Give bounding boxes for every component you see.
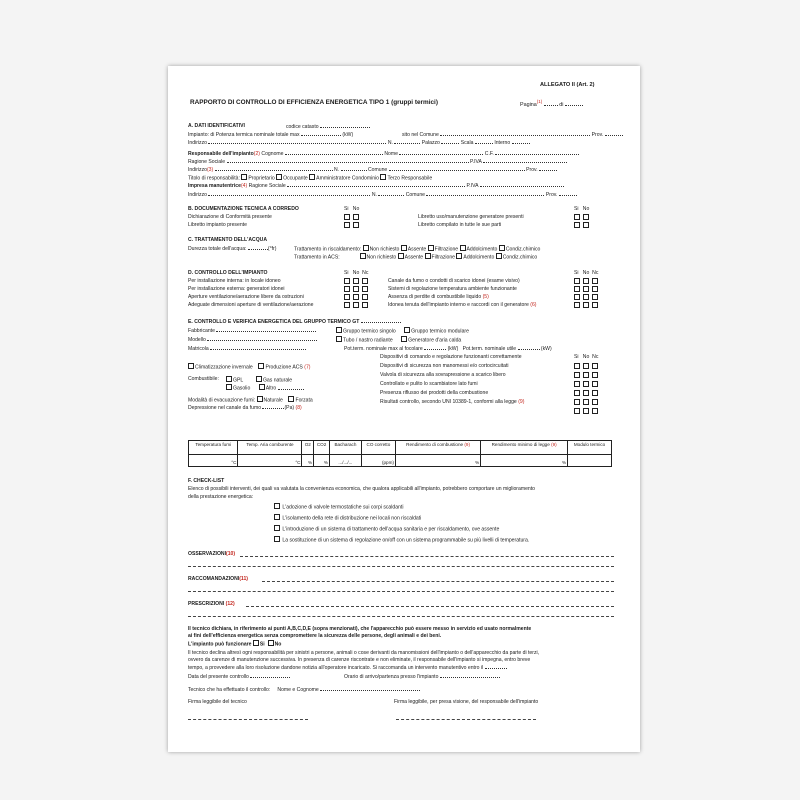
cell-bacharach[interactable]: .../.../... [330, 455, 362, 467]
gas-naturale-checkbox[interactable] [256, 376, 262, 382]
page-title: RAPPORTO DI CONTROLLO DI EFFICIENZA ENERGETICA TIPO 1 (gruppi termici) [190, 99, 438, 106]
raccomandazioni-line-2[interactable] [188, 591, 614, 592]
amministratore-checkbox[interactable] [309, 174, 315, 180]
d-right-item-2: Sistemi di regolazione temperatura ambiente funzionante [388, 286, 517, 292]
combustibile-label: Combustibile: [188, 376, 219, 382]
declaration-para-1: Il tecnico declina altresì ogni responsabilità per sinistri a persone, animali o cose derivanti da manomissioni dell'impianto o dell'apparecchio da parte di terzi, [188, 650, 540, 656]
d-r2-nc[interactable] [592, 286, 598, 292]
osservazioni-line-1[interactable] [240, 556, 614, 557]
risc-addolcimento-checkbox[interactable] [460, 245, 466, 251]
orario-row: Orario di arrivo/partenza presso l'impianto [344, 673, 500, 680]
d-left-item-3: Aperture ventilazione/aerazione libere da ostruzioni [188, 294, 304, 300]
b-r1-si-checkbox[interactable] [574, 214, 580, 220]
e-r5-nc[interactable] [592, 399, 598, 405]
e-r4-no[interactable] [583, 390, 589, 396]
trattamento-risc-row: Trattamento in riscaldamento: Non richiesto Assente Filtrazione Addolcimento Condiz.chimico [294, 246, 541, 253]
acs-non-richiesto-checkbox[interactable] [360, 253, 366, 259]
e-r5-no[interactable] [583, 399, 589, 405]
combustibile-row-1: GPL Gas naturale [226, 376, 292, 384]
declaration-line-2: ai fini dell'efficienza energetica senza compromettere la sicurezza delle persone, degli animali e dei beni. [188, 633, 442, 639]
col-co2: CO2 [314, 441, 330, 455]
e-right-item-6: Risultati controllo, secondo UNI 10389-1, conformi alla legge (9) [380, 399, 525, 405]
d-l2-no[interactable] [353, 286, 359, 292]
d-r4-no[interactable] [583, 302, 589, 308]
e-r2-nc[interactable] [592, 372, 598, 378]
b-right-item-2: Libretto compilato in tutte le sue parti [418, 222, 502, 228]
acs-addolcimento-checkbox[interactable] [456, 253, 462, 259]
e-right-item-1: Dispositivi di comando e regolazione funzionanti correttamente [380, 354, 522, 360]
e-right-item-5: Presenza riflusso dei prodotti della combustione [380, 390, 489, 396]
section-e-heading: E. CONTROLLO E VERIFICA ENERGETICA DEL GRUPPO TERMICO GT [188, 318, 401, 325]
d-r1-nc[interactable] [592, 278, 598, 284]
col-co-corretto: CO corretto [361, 441, 395, 455]
tecnico-row: Tecnico che ha effettuato il controllo: Nome e Cognome [188, 686, 420, 693]
e-r6-no[interactable] [583, 408, 589, 414]
e-r1-nc[interactable] [592, 363, 598, 369]
modello-row: Modello [188, 336, 317, 343]
acs-condiz-chimico-checkbox[interactable] [496, 253, 502, 259]
d-left-item-2: Per installazione esterna: generatori idonei [188, 286, 285, 292]
osservazioni-line-2[interactable] [188, 566, 614, 567]
allegato-label: ALLEGATO II (Art. 2) [540, 82, 595, 88]
prescrizioni-label: PRESCRIZIONI (12) [188, 601, 235, 607]
b-r1-no-checkbox[interactable] [583, 214, 589, 220]
col-rendimento-minimo: Rendimento minimo di legge (9) [481, 441, 568, 455]
d-l2-nc[interactable] [362, 286, 368, 292]
e-r1-si[interactable] [574, 363, 580, 369]
firma-responsabile-line[interactable] [396, 719, 536, 720]
d-r4-si[interactable] [574, 302, 580, 308]
firma-tecnico-label: Firma leggibile del tecnico [188, 699, 247, 705]
d-right-item-3: Assenza di perdite di combustibile liquido (5) [388, 294, 489, 300]
section-d-heading: D. CONTROLLO DELL'IMPIANTO [188, 270, 268, 276]
b-l2-si-checkbox[interactable] [344, 222, 350, 228]
check-2-checkbox[interactable] [274, 514, 280, 520]
risc-non-richiesto-checkbox[interactable] [363, 245, 369, 251]
risc-assente-checkbox[interactable] [401, 245, 407, 251]
prescrizioni-line-1[interactable] [246, 606, 614, 607]
osservazioni-label: OSSERVAZIONI(10) [188, 551, 236, 557]
evacuazione-naturale-checkbox[interactable] [257, 396, 263, 402]
cell-o2[interactable]: % [302, 455, 314, 467]
e-r2-no[interactable] [583, 372, 589, 378]
section-a-heading: A. DATI IDENTIFICATIVI [188, 123, 245, 129]
e-r3-si[interactable] [574, 381, 580, 387]
b-l2-no-checkbox[interactable] [353, 222, 359, 228]
gruppo-tipo-row-1: Gruppo termico singolo Gruppo termico modulare [336, 327, 469, 335]
b-left-item-2: Libretto impianto presente [188, 222, 247, 228]
titolo-row: Titolo di responsabilità: Proprietario Occupante Amministratore Condominio Terzo Responsabile [188, 175, 433, 182]
indirizzo-impresa-row: Indirizzo N. Comune Prov. [188, 191, 577, 198]
comune-row: sito nel Comune Prov. [402, 131, 623, 138]
measurement-table [188, 440, 612, 467]
risc-condiz-chimico-checkbox[interactable] [499, 245, 505, 251]
d-r1-si[interactable] [574, 278, 580, 284]
col-modulo-termico: Modulo termico [568, 441, 612, 455]
e-r4-si[interactable] [574, 390, 580, 396]
cell-co-corretto[interactable]: (ppm) [361, 455, 395, 467]
d-r3-si[interactable] [574, 294, 580, 300]
d-r3-nc[interactable] [592, 294, 598, 300]
raccomandazioni-line-1[interactable] [262, 581, 614, 582]
e-r3-no[interactable] [583, 381, 589, 387]
matricola-row: Matricola [188, 345, 306, 352]
d-left-item-4: Adeguate dimensioni aperture di ventilazione/aerazione [188, 302, 314, 308]
codice-catasto: codice catasto [286, 123, 370, 130]
evacuazione-row: Modalità di evacuazione fumi: Naturale Forzata [188, 397, 313, 404]
declaration-para-3: tempo, a provvedere alla loro risoluzione dandone notizia all'operatore incaricato. Si raccomanda un intervento manutentivo entro il [188, 664, 507, 671]
check-list-intro-2: della prestazione energetica: [188, 494, 254, 500]
cell-rendimento-combustione[interactable]: % [395, 455, 480, 467]
altro-checkbox[interactable] [259, 384, 265, 390]
occupante-checkbox[interactable] [276, 174, 282, 180]
indirizzo-row: Indirizzo N. Palazzo Scala Interno [188, 139, 530, 146]
durezza-row: Durezza totale dell'acqua: (°fr) [188, 246, 277, 252]
evacuazione-forzata-checkbox[interactable] [288, 396, 294, 402]
aria-calda-checkbox[interactable] [401, 336, 407, 342]
d-l1-si[interactable] [344, 278, 350, 284]
b-left-item-1: Dichiarazione di Conformità presente [188, 214, 272, 220]
e-r6-nc[interactable] [592, 408, 598, 414]
funzionare-si-checkbox[interactable] [253, 640, 259, 646]
cell-modulo-termico[interactable] [568, 455, 612, 467]
check-list-item-3: L'introduzione di un sistema di trattamento dell'acqua sanitaria e per riscaldamento, ove assente [274, 525, 499, 533]
proprietario-checkbox[interactable] [241, 174, 247, 180]
potenza-row: Pot.term. nominale max al focolare (kW) Pot.term. nominale utile (kW) [344, 346, 552, 352]
d-r2-si[interactable] [574, 286, 580, 292]
data-controllo-row: Data del presente controllo [188, 673, 290, 680]
col-temp-aria: Temp. Aria comburente [238, 441, 302, 455]
e-r5-si[interactable] [574, 399, 580, 405]
d-left-cols-header: Si No Nc [344, 270, 369, 276]
cell-temp-fumi[interactable]: °C [189, 455, 238, 467]
prescrizioni-line-2[interactable] [188, 616, 614, 617]
b-l1-si-checkbox[interactable] [344, 214, 350, 220]
d-right-cols-header: Si No Nc [574, 270, 599, 276]
d-l3-si[interactable] [344, 294, 350, 300]
b-r2-si-checkbox[interactable] [574, 222, 580, 228]
d-r2-no[interactable] [583, 286, 589, 292]
combustibile-row-2: Gasolio Altro [226, 384, 304, 392]
depressione-row: Depressione nel canale da fumo (Pa) (8) [188, 405, 302, 411]
d-l4-si[interactable] [344, 302, 350, 308]
d-r1-no[interactable] [583, 278, 589, 284]
declaration-para-2: ovvero da carenze di manutenzione successiva. In presenza di carenze riscontrate e non eliminate, il responsabile dell'impianto si impegna, entro breve [188, 657, 531, 663]
d-l3-nc[interactable] [362, 294, 368, 300]
e-right-item-3: Valvola di sicurezza alla sovrapressione a scarico libero [380, 372, 506, 378]
check-list-item-4: La sostituzione di un sistema di regolazione on/off con un sistema programmabile su più livelli di temperatura. [274, 536, 529, 544]
cell-temp-aria[interactable]: °C [238, 455, 302, 467]
d-l1-nc[interactable] [362, 278, 368, 284]
d-l1-no[interactable] [353, 278, 359, 284]
terzo-responsabile-checkbox[interactable] [380, 174, 386, 180]
e-r6-si[interactable] [574, 408, 580, 414]
d-left-item-1: Per installazione interna: in locale idoneo [188, 278, 281, 284]
col-bacharach: Bacharach [330, 441, 362, 455]
section-b-heading: B. DOCUMENTAZIONE TECNICA A CORREDO [188, 206, 299, 212]
cell-rendimento-minimo[interactable]: % [481, 455, 568, 467]
e-r3-nc[interactable] [592, 381, 598, 387]
col-o2: O2 [302, 441, 314, 455]
firma-tecnico-line[interactable] [188, 719, 308, 720]
responsabile-row: Responsabile dell'impianto(2) Cognome Nome C.F. [188, 150, 579, 157]
d-l3-no[interactable] [353, 294, 359, 300]
climatizzazione-checkbox[interactable] [188, 363, 194, 369]
d-right-item-1: Canale da fumo o condotti di scarico idonei (esame visivo) [388, 278, 520, 284]
servizio-row: Climatizzazione invernale Produzione ACS (7) [188, 363, 310, 371]
trattamento-acs-row: Trattamento in ACS: Non richiesto Assente Filtrazione Addolcimento Condiz.chimico [294, 254, 538, 261]
indirizzo-resp-row: Indirizzo(3) N. Comune Prov. [188, 166, 557, 173]
tubo-radiante-checkbox[interactable] [336, 336, 342, 342]
funzionare-no-checkbox[interactable] [268, 640, 274, 646]
fabbricante-row: Fabbricante [188, 327, 316, 334]
gpl-checkbox[interactable] [226, 376, 232, 382]
d-l2-si[interactable] [344, 286, 350, 292]
check-list-intro-1: Elenco di possibili interventi, dei quali va valutata la convenienza economica, che qualora applicabili all'impianto, potrebbero comportare un miglioramento [188, 486, 535, 492]
section-c-heading: C. TRATTAMENTO DELL'ACQUA [188, 237, 268, 243]
e-right-item-4: Controllato e pulito lo scambiatore lato fumi [380, 381, 478, 387]
report-page [168, 66, 640, 752]
check-list-item-1: L'adozione di valvole termostatiche sui corpi scaldanti [274, 503, 403, 511]
declaration-line-1: Il tecnico dichiara, in riferimento ai punti A,B,C,D,E (sopra menzionati), che l'apparecchio può essere messo in servizio ed usato normalmente [188, 626, 532, 632]
impresa-row: Impresa manutentrice(4) Ragione Sociale P.IVA [188, 182, 564, 189]
acs-filtrazione-checkbox[interactable] [425, 253, 431, 259]
e-r4-nc[interactable] [592, 390, 598, 396]
e-r2-si[interactable] [574, 372, 580, 378]
raccomandazioni-label: RACCOMANDAZIONI(11) [188, 576, 248, 582]
impianto-funzionare-row: L'impianto può funzionare Si No [188, 641, 282, 648]
b-right-item-1: Libretto uso/manutenzione generatore presenti [418, 214, 524, 220]
b-r2-no-checkbox[interactable] [583, 222, 589, 228]
measurement-header-row [189, 441, 612, 455]
acs-assente-checkbox[interactable] [398, 253, 404, 259]
col-rendimento-combustione: Rendimento di combustione (9) [395, 441, 480, 455]
gasolio-checkbox[interactable] [226, 384, 232, 390]
check-1-checkbox[interactable] [274, 503, 280, 509]
e-right-item-2: Dispositivi di sicurezza non manomessi e/o cortocircuitati [380, 363, 509, 369]
e-r1-no[interactable] [583, 363, 589, 369]
d-l4-nc[interactable] [362, 302, 368, 308]
impianto-row: Impianto: di Potenza termica nominale totale max (kW) [188, 132, 354, 138]
ragione-sociale-row: Ragione Sociale P.IVA [188, 158, 567, 165]
b-l1-no-checkbox[interactable] [353, 214, 359, 220]
section-f-heading: F. CHECK-LIST [188, 478, 225, 484]
measurement-value-row[interactable] [189, 455, 612, 467]
d-r3-no[interactable] [583, 294, 589, 300]
check-3-checkbox[interactable] [274, 525, 280, 531]
gruppo-modulare-checkbox[interactable] [404, 327, 410, 333]
risc-filtrazione-checkbox[interactable] [428, 245, 434, 251]
check-list-item-2: L'isolamento della rete di distribuzione nei locali non riscaldati [274, 514, 421, 522]
col-temp-fumi: Temperatura fumi [189, 441, 238, 455]
check-4-checkbox[interactable] [274, 536, 280, 542]
d-right-item-4: Idonea tenuta dell'impianto interno e raccordi con il generatore (6) [388, 302, 537, 308]
b-left-si-header: Si No [344, 206, 360, 212]
b-right-si-header: Si No [574, 206, 590, 212]
gruppo-tipo-row-2: Tubo / nastro radiante Generatore d'aria calda [336, 336, 461, 344]
cell-co2[interactable]: % [314, 455, 330, 467]
d-l4-no[interactable] [353, 302, 359, 308]
firma-responsabile-label: Firma leggibile, per presa visione, del responsabile dell'impianto [394, 699, 539, 705]
d-r4-nc[interactable] [592, 302, 598, 308]
gruppo-singolo-checkbox[interactable] [336, 327, 342, 333]
e-cols-header: Si No Nc [574, 354, 599, 360]
page-number: Pagina$^{(1)}$ di [520, 99, 583, 108]
produzione-acs-checkbox[interactable] [258, 363, 264, 369]
